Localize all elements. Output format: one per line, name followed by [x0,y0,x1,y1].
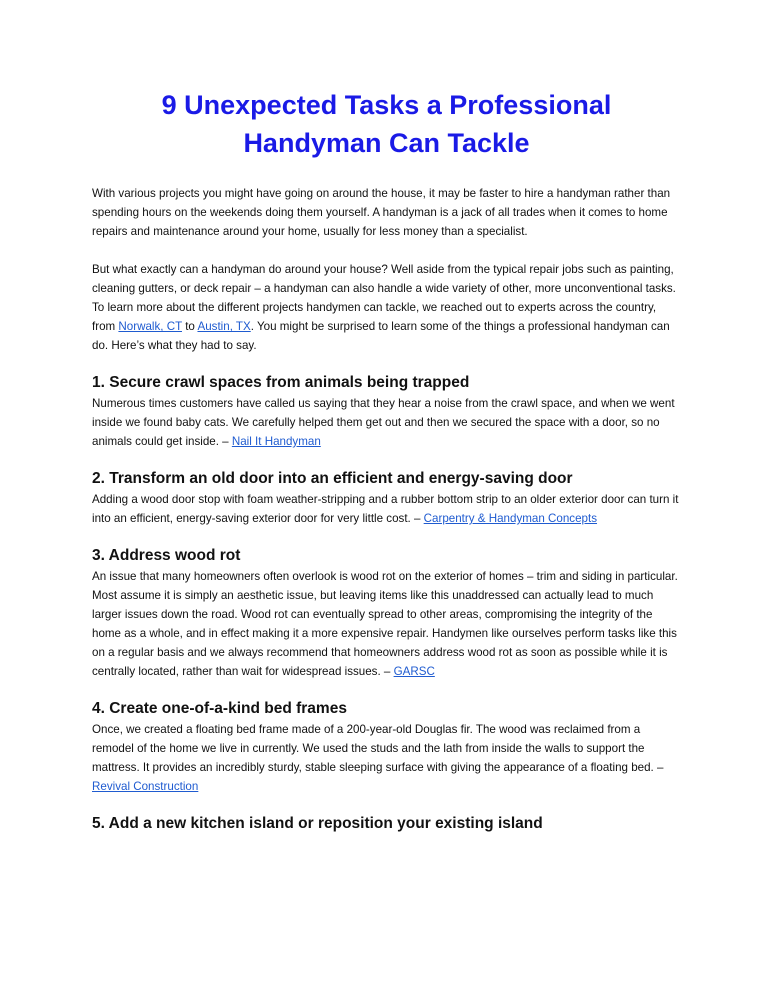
section-body [92,567,681,681]
section-body [92,490,681,528]
section-text: Adding a wood door stop with foam weather-stripping and a rubber bottom strip to an older exterior door can turn it into an efficient, energy-saving exterior door for very little cost. – [92,493,679,525]
intro-text-middle: to [181,320,198,333]
source-link-garsc[interactable]: GARSC [393,665,435,678]
intro-text-after: . You might be surprised to learn some of the things a professional handyman can do. Here’s what they had to say. [92,320,670,352]
source-link-revival-construction[interactable]: Revival Construction [92,780,199,793]
section-heading: 3. Address wood rot [92,547,241,564]
paragraph-gap [92,241,681,260]
section-4 [92,699,681,796]
intro-paragraph-1: With various projects you might have going on around the house, it may be faster to hire a handyman rather than spending hours on the weekends doing them yourself. A handyman is a jack of all trades when it comes to home repairs and maintenance around your home, usually for less money than a specialist. [92,187,671,238]
link-norwalk-ct[interactable]: Norwalk, CT [118,320,182,333]
section-text: An issue that many homeowners often overlook is wood rot on the exterior of homes – trim and siding in particular. Most assume it is simply an aesthetic issue, but leaving items like this unaddressed can actually lead to much larger issues down the road. Wood rot can eventually spread to other areas, compromising the integrity of the home as a whole, and in effect making it a more expensive repair. Handymen like ourselves perform tasks like this on a regular basis and we always recommend that homeowners address wood rot as soon as possible while it is centrally located, rather than wait for widespread issues. – [92,570,678,678]
intro-text-before: But what exactly can a handyman do around your house? Well aside from the typical repair jobs such as painting, cleaning gutters, or deck repair – a handyman can also handle a wide variety of other, more unconventional tasks. To learn more about the different projects handymen can tackle, we reached out to experts across the country, from [92,263,676,333]
section-2 [92,469,681,528]
section-text: Once, we created a floating bed frame made of a 200-year-old Douglas fir. The wood was reclaimed from a remodel of the home we live in currently. We used the studs and the lath from inside the walls to support the mattress. It provides an incredibly sturdy, stable sleeping surface with giving the appearance of a floating bed. – [92,723,664,774]
section-3 [92,546,681,681]
intro-paragraph-2 [92,260,681,355]
link-austin-tx[interactable]: Austin, TX [197,320,251,333]
section-heading: 2. Transform an old door into an efficient and energy-saving door [92,470,573,487]
section-1 [92,373,681,451]
section-heading: 5. Add a new kitchen island or reposition your existing island [92,815,543,832]
section-heading: 4. Create one-of-a-kind bed frames [92,700,347,717]
section-heading: 1. Secure crawl spaces from animals being trapped [92,374,470,391]
source-link-nail-it-handyman[interactable]: Nail It Handyman [231,435,321,448]
source-link-carpentry-handyman-concepts[interactable]: Carpentry & Handyman Concepts [423,512,598,525]
section-body [92,394,681,451]
page-title: 9 Unexpected Tasks a Professional Handyman Can Tackle [161,90,612,158]
section-body [92,720,681,796]
section-5 [92,814,681,834]
section-text: Numerous times customers have called us saying that they hear a noise from the crawl space, and when we went inside we found baby cats. We carefully helped them get out and then we secured the space with a door, so no animals could get inside. – [92,397,675,448]
